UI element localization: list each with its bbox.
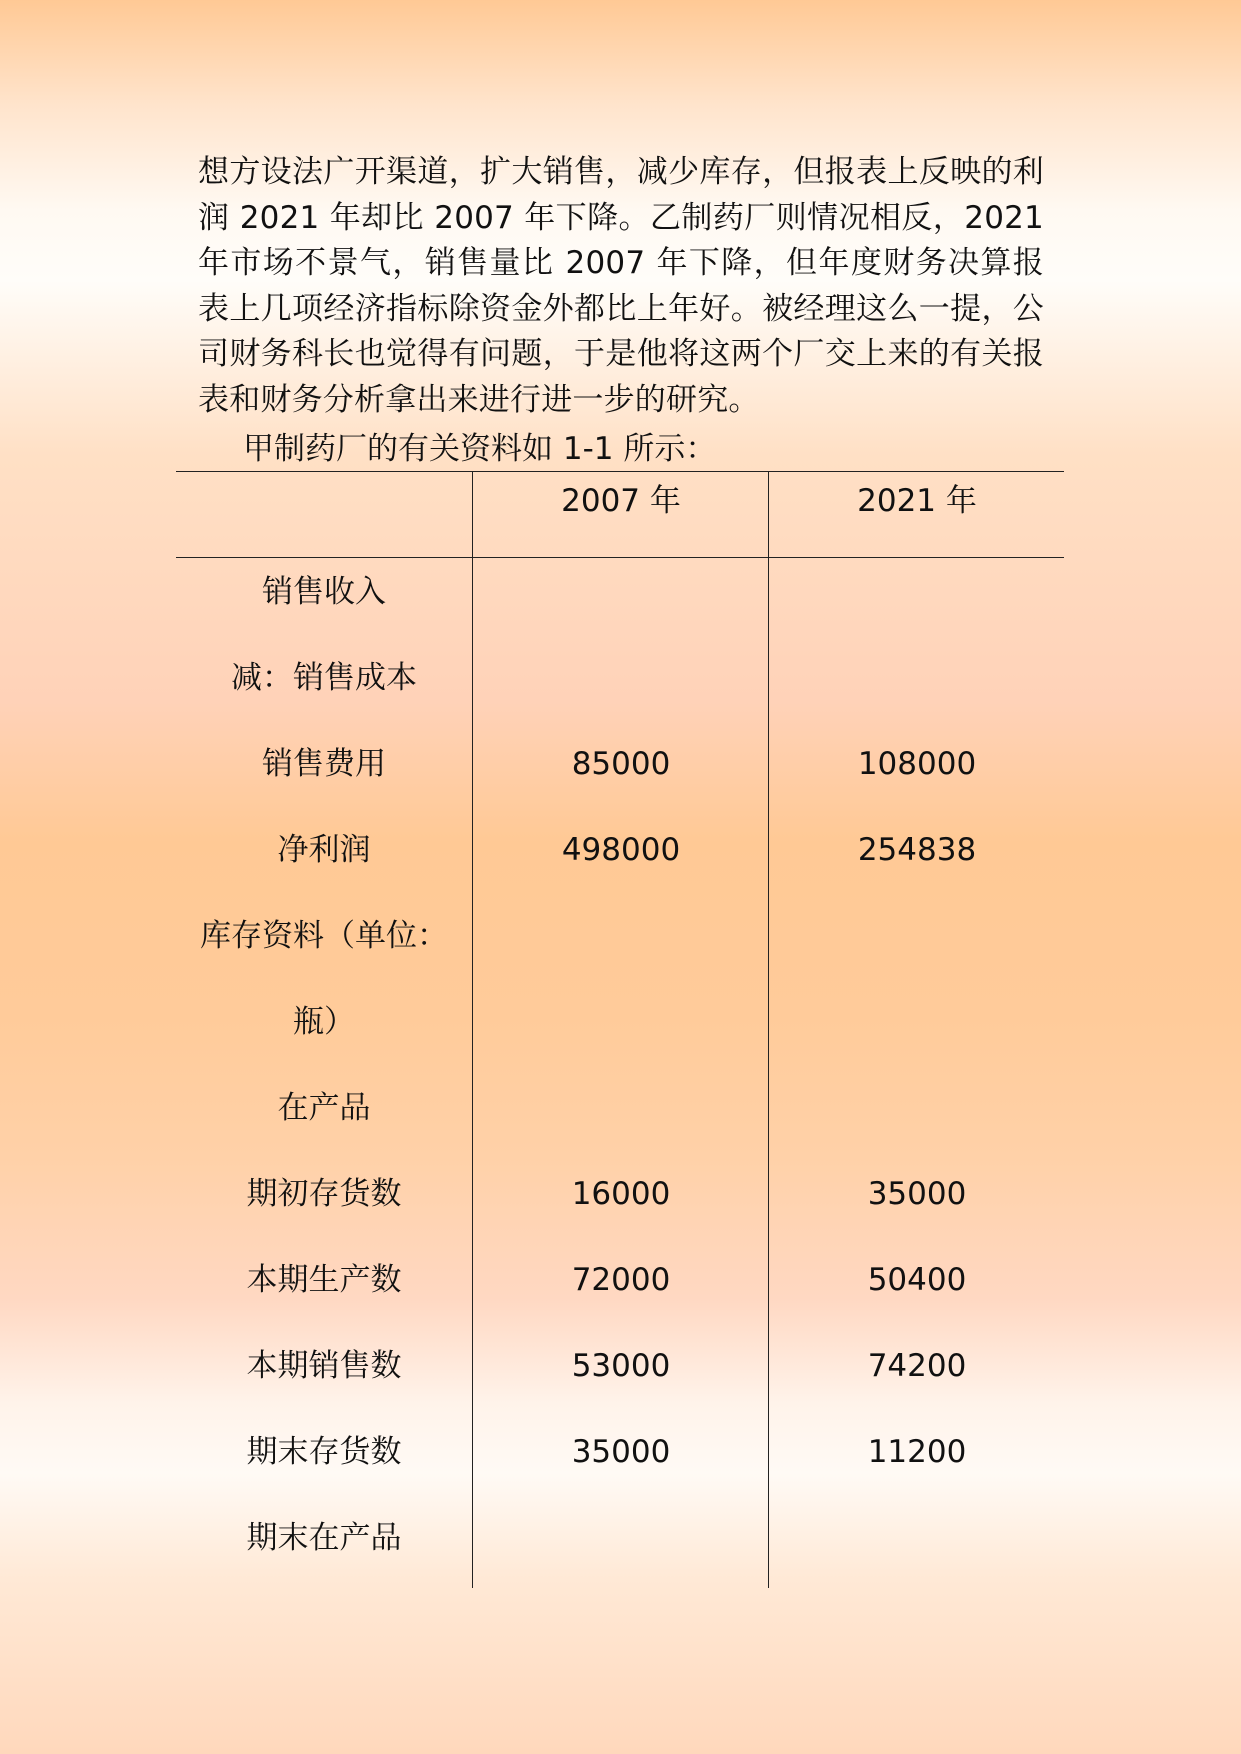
table-row <box>176 656 1064 742</box>
row-label: 库存资料（单位： <box>200 918 448 954</box>
value-2007: 72000 <box>571 1262 671 1298</box>
table-row <box>176 1000 1064 1086</box>
row-label: 期末在产品 <box>246 1520 402 1556</box>
value-2021: 35000 <box>867 1176 967 1212</box>
table-row <box>176 1258 1064 1344</box>
value-2021: 50400 <box>867 1262 967 1298</box>
table-row <box>176 828 1064 914</box>
header-cell-2007: 2007 年 <box>561 483 681 519</box>
table-row <box>176 570 1064 656</box>
row-label: 在产品 <box>277 1090 371 1126</box>
table-row <box>176 742 1064 828</box>
value-2007: 16000 <box>571 1176 671 1212</box>
data-table <box>176 471 1064 1588</box>
body-paragraph: 想方设法广开渠道，扩大销售，减少库存，但报表上反映的利润 2021 年却比 2007 年下降。乙制药厂则情况相反，2021 年市场不景气，销售量比 2007 年下降，但年度财务决算报表上几项经济指标除资金外都比上年好。被经理这么一提，公司财务科长也觉得有问题，于是他将这两个厂交上来的有关报表和财务分析拿出来进行进一步的研究。 <box>198 154 1044 418</box>
row-label: 净利润 <box>277 832 371 868</box>
table-row <box>176 1516 1064 1602</box>
value-2007: 85000 <box>571 746 671 782</box>
row-label: 销售费用 <box>262 746 386 782</box>
row-label: 本期销售数 <box>246 1348 402 1384</box>
table-row <box>176 1344 1064 1430</box>
table-header-rule <box>176 557 1064 558</box>
table-row <box>176 1086 1064 1172</box>
value-2007: 53000 <box>571 1348 671 1384</box>
value-2007: 35000 <box>571 1434 671 1470</box>
value-2021: 108000 <box>857 746 977 782</box>
value-2021: 254838 <box>857 832 977 868</box>
row-label: 期初存货数 <box>246 1176 402 1212</box>
table-row <box>176 1172 1064 1258</box>
table-caption: 甲制药厂的有关资料如 1-1 所示： <box>243 431 717 467</box>
value-2021: 74200 <box>867 1348 967 1384</box>
table-top-rule <box>176 471 1064 472</box>
row-label: 期末存货数 <box>246 1434 402 1470</box>
value-2007: 498000 <box>561 832 681 868</box>
row-label: 本期生产数 <box>246 1262 402 1298</box>
header-cell-2021: 2021 年 <box>857 483 977 519</box>
value-2021: 11200 <box>867 1434 967 1470</box>
table-row <box>176 914 1064 1000</box>
table-row <box>176 1430 1064 1516</box>
row-label: 减：销售成本 <box>231 660 417 696</box>
row-label: 瓶） <box>293 1004 355 1040</box>
row-label: 销售收入 <box>262 574 386 610</box>
